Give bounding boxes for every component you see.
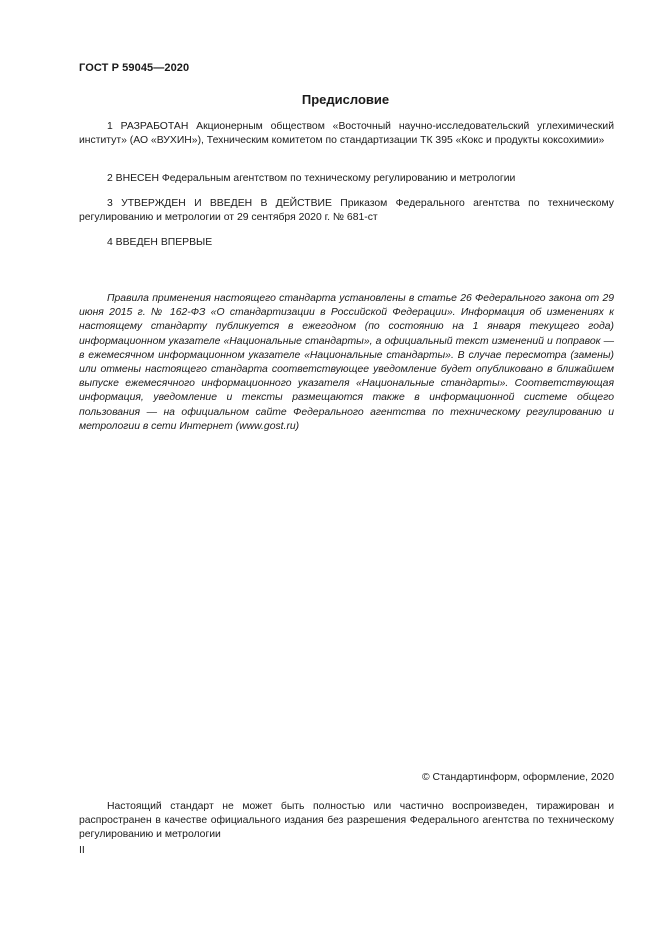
foreword-item-developed: 1 РАЗРАБОТАН Акционерным обществом «Восточный научно-исследовательский углехимический институт» (АО «ВУХИН»), Техническим комитетом по стандартизации ТК 395 «Кокс и продукты коксохимии» <box>79 121 614 147</box>
foreword-item-first-introduced: 4 ВВЕДЕН ВПЕРВЫЕ <box>107 237 213 248</box>
application-rules-notice: Правила применения настоящего стандарта установлены в статье 26 Федерального закона от 29 июня 2015 г. № 162-ФЗ «О стандартизации в Российской Федерации». Информация об изменениях к настоящему стандарту публикуется в ежегодном (по состоянию на 1 января текущего года) информационном указателе «Национальные стандарты», а официальный текст изменений и поправок — в ежемесячном информационном указателе «Национальные стандарты». В случае пересмотра (замены) или отмены настоящего стандарта соответствующее уведомление будет опубликовано в ближайшем выпуске ежемесячного информационного указателя «Национальные стандарты». Соответствующая информация, уведомление и тексты размещаются также в информационной системе общего пользования — на официальном сайте Федерального агентства по техническому регулированию и метрологии в сети Интернет (www.gost.ru) <box>79 293 614 432</box>
copyright-line: © Стандартинформ, оформление, 2020 <box>421 772 614 783</box>
reproduction-rights-notice: Настоящий стандарт не может быть полностью или частично воспроизведен, тиражирован и распространен в качестве официального издания без разрешения Федерального агентства по техническому регулированию и метрологии <box>79 801 614 841</box>
page-title: Предисловие <box>301 92 390 107</box>
foreword-item-approved: 3 УТВЕРЖДЕН И ВВЕДЕН В ДЕЙСТВИЕ Приказом Федерального агентства по техническому регулированию и метрологии от 29 сентября 2020 г. № 681-ст <box>79 198 614 224</box>
foreword-item-introduced: 2 ВНЕСЕН Федеральным агентством по техническому регулированию и метрологии <box>107 173 516 184</box>
document-code: ГОСТ Р 59045—2020 <box>79 62 190 74</box>
page-number: II <box>79 845 85 856</box>
